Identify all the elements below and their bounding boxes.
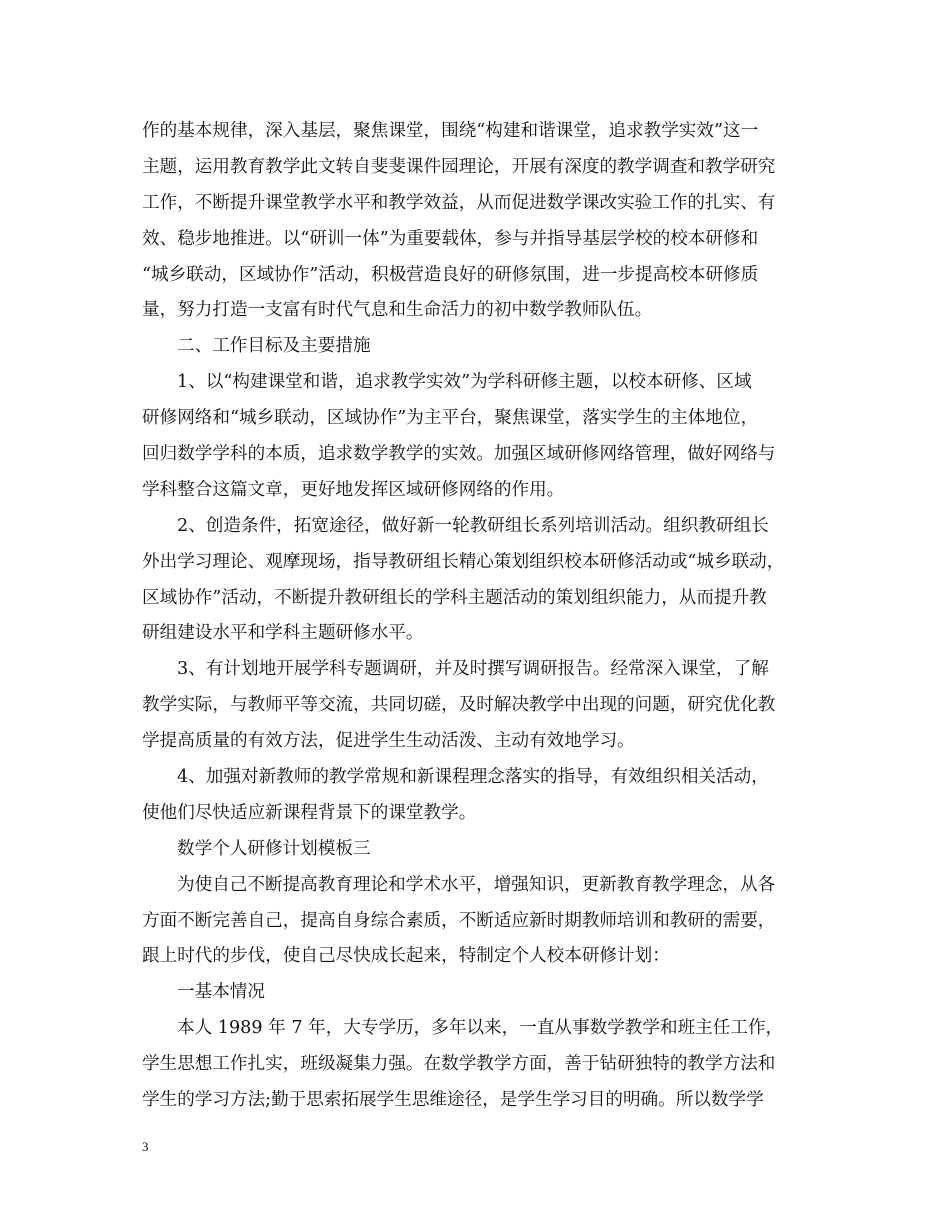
text-line: 教学实际，与教师平等交流，共同切磋，及时解决教学中出现的问题，研究优化教 xyxy=(142,695,776,716)
text-line: 研修网络和“城乡联动，区域协作”为主平台，聚焦课堂，落实学生的主体地位， xyxy=(142,408,759,429)
text-line: 本人 1989 年 7 年，大专学历，多年以来，一直从事数学教学和班主任工作， xyxy=(177,1018,784,1039)
text-line: 研组建设水平和学科主题研修水平。 xyxy=(142,623,424,644)
text-line: 为使自己不断提高教育理论和学术水平，增强知识，更新教育教学理念，从各 xyxy=(177,874,776,895)
text-line: 学生思想工作扎实，班级凝集力强。在数学教学方面，善于钻研独特的教学方法和 xyxy=(142,1054,776,1075)
text-line: 2、创造条件，拓宽途径，做好新一轮教研组长系列培训活动。组织教研组长 xyxy=(177,515,769,536)
text-line: 回归数学学科的本质，追求数学教学的实效。加强区域研修网络管理，做好网络与 xyxy=(142,444,776,465)
text-line: 4、加强对新教师的教学常规和新课程理念落实的指导，有效组织相关活动， xyxy=(177,767,769,788)
section-heading: 一基本情况 xyxy=(177,982,265,1003)
text-line: 主题，运用教育教学此文转自斐斐课件园理论，开展有深度的教学调查和教学研究 xyxy=(142,156,776,177)
text-line: 效、稳步地推进。以“研训一体”为重要载体，参与并指导基层学校的校本研修和 xyxy=(142,228,759,249)
document-body xyxy=(142,114,812,1119)
text-line: 使他们尽快适应新课程背景下的课堂教学。 xyxy=(142,802,477,823)
page-number: 3 xyxy=(142,1139,149,1154)
text-line: 工作，不断提升课堂教学水平和教学效益，从而促进数学课改实验工作的扎实、有 xyxy=(142,192,776,213)
text-line: “城乡联动，区域协作”活动，积极营造良好的研修氛围，进一步提高校本研修质 xyxy=(142,264,759,285)
text-line: 量，努力打造一支富有时代气息和生命活力的初中数学教师队伍。 xyxy=(142,300,653,321)
text-line: 外出学习理论、观摩现场，指导教研组长精心策划组织校本研修活动或“城乡联动， xyxy=(142,551,785,572)
text-line: 作的基本规律，深入基层，聚焦课堂，围绕“构建和谐课堂，追求教学实效”这一 xyxy=(142,121,759,141)
section-heading: 二、工作目标及主要措施 xyxy=(177,336,371,357)
text-line: 学提高质量的有效方法，促进学生生动活泼、主动有效地学习。 xyxy=(142,731,635,752)
text-line: 区域协作”活动，不断提升教研组长的学科主题活动的策划组织能力，从而提升教 xyxy=(142,587,767,608)
text-line: 学生的学习方法;勤于思索拓展学生思维途径，是学生学习目的明确。所以数学学 xyxy=(142,1090,764,1111)
text-line: 1、以“构建课堂和谐，追求教学实效”为学科研修主题，以校本研修、区域 xyxy=(177,372,752,393)
text-line: 3、有计划地开展学科专题调研，并及时撰写调研报告。经常深入课堂，了解 xyxy=(177,659,769,680)
text-line: 方面不断完善自己，提高自身综合素质，不断适应新时期教师培训和教研的需要， xyxy=(142,910,776,931)
text-line: 跟上时代的步伐，使自己尽快成长起来，特制定个人校本研修计划： xyxy=(142,946,670,967)
section-heading: 数学个人研修计划模板三 xyxy=(177,838,371,859)
text-line: 学科整合这篇文章，更好地发挥区域研修网络的作用。 xyxy=(142,479,565,500)
